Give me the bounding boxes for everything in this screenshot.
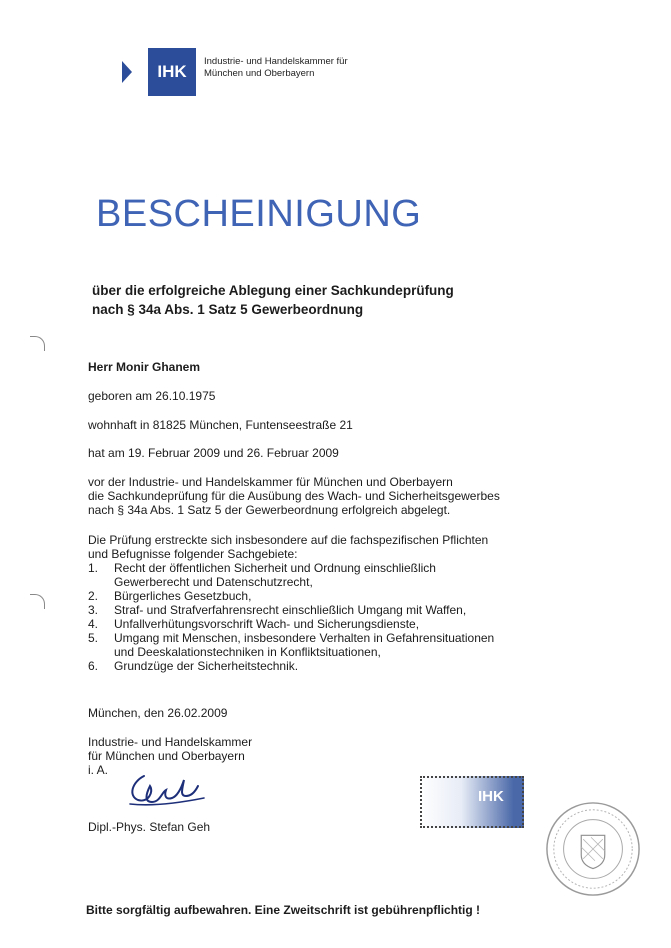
security-label-border bbox=[420, 776, 524, 828]
punch-hole-mark bbox=[30, 336, 45, 351]
logo-arrow-icon bbox=[122, 61, 132, 83]
footer-notice: Bitte sorgfältig aufbewahren. Eine Zweitschrift ist gebührenpflichtig ! bbox=[86, 903, 481, 917]
birth-date: geboren am 26.10.1975 bbox=[88, 389, 216, 403]
address: wohnhaft in 81825 München, Funtenseestraße 21 bbox=[88, 418, 353, 432]
subtitle-line1: über die erfolgreiche Ablegung einer Sachkundeprüfung bbox=[92, 283, 454, 298]
list-item: 4. Unfallverhütungsvorschrift Wach- und Sicherungsdienste, bbox=[88, 617, 420, 631]
issuer-line2: für München und Oberbayern bbox=[88, 749, 245, 763]
exam-dates: hat am 19. Februar 2009 und 26. Februar 2009 bbox=[88, 446, 339, 460]
logo-org-line2: München und Oberbayern bbox=[204, 68, 315, 79]
exam-statement-line1: vor der Industrie- und Handelskammer für München und Oberbayern bbox=[88, 475, 453, 489]
logo-org-line1: Industrie- und Handelskammer für bbox=[204, 56, 348, 67]
document-title: BESCHEINIGUNG bbox=[96, 193, 422, 235]
place-date: München, den 26.02.2009 bbox=[88, 706, 228, 720]
security-label-text: IHK bbox=[478, 788, 504, 805]
signature-image bbox=[124, 766, 214, 812]
logo-org-name bbox=[204, 56, 348, 80]
issuer-line1: Industrie- und Handelskammer bbox=[88, 735, 253, 749]
exam-statement-line3: nach § 34a Abs. 1 Satz 5 der Gewerbeordnung erfolgreich abgelegt. bbox=[88, 503, 451, 517]
recipient-name: Herr Monir Ghanem bbox=[88, 360, 201, 374]
signer-name: Dipl.-Phys. Stefan Geh bbox=[88, 820, 211, 834]
list-item: 3. Straf- und Strafverfahrensrecht einschließlich Umgang mit Waffen, bbox=[88, 603, 467, 617]
subject-list bbox=[88, 561, 494, 673]
exam-statement bbox=[88, 475, 500, 517]
exam-scope-line2: und Befugnisse folgender Sachgebiete: bbox=[88, 547, 298, 561]
issuer-line3: i. A. bbox=[88, 763, 109, 777]
embossed-seal-icon bbox=[544, 800, 642, 898]
list-item: 6. Grundzüge der Sicherheitstechnik. bbox=[88, 659, 299, 673]
list-item: 1. Recht der öffentlichen Sicherheit und Ordnung einschließlich Gewerberecht und Datenschutzrecht, bbox=[88, 561, 436, 589]
subtitle-line2: nach § 34a Abs. 1 Satz 5 Gewerbeordnung bbox=[92, 302, 364, 317]
exam-scope bbox=[88, 533, 488, 561]
ihk-logo: IHK bbox=[148, 48, 196, 96]
exam-statement-line2: die Sachkundeprüfung für die Ausübung des Wach- und Sicherheitsgewerbes bbox=[88, 489, 500, 503]
punch-hole-mark bbox=[30, 594, 45, 609]
list-item: 5. Umgang mit Menschen, insbesondere Verhalten in Gefahrensituationen und Deeskalationstechniken in Konfliktsituationen, bbox=[88, 631, 495, 659]
document-subtitle bbox=[92, 281, 454, 319]
list-item: 2. Bürgerliches Gesetzbuch, bbox=[88, 589, 252, 603]
exam-scope-line1: Die Prüfung erstreckte sich insbesondere auf die fachspezifischen Pflichten bbox=[88, 533, 489, 547]
